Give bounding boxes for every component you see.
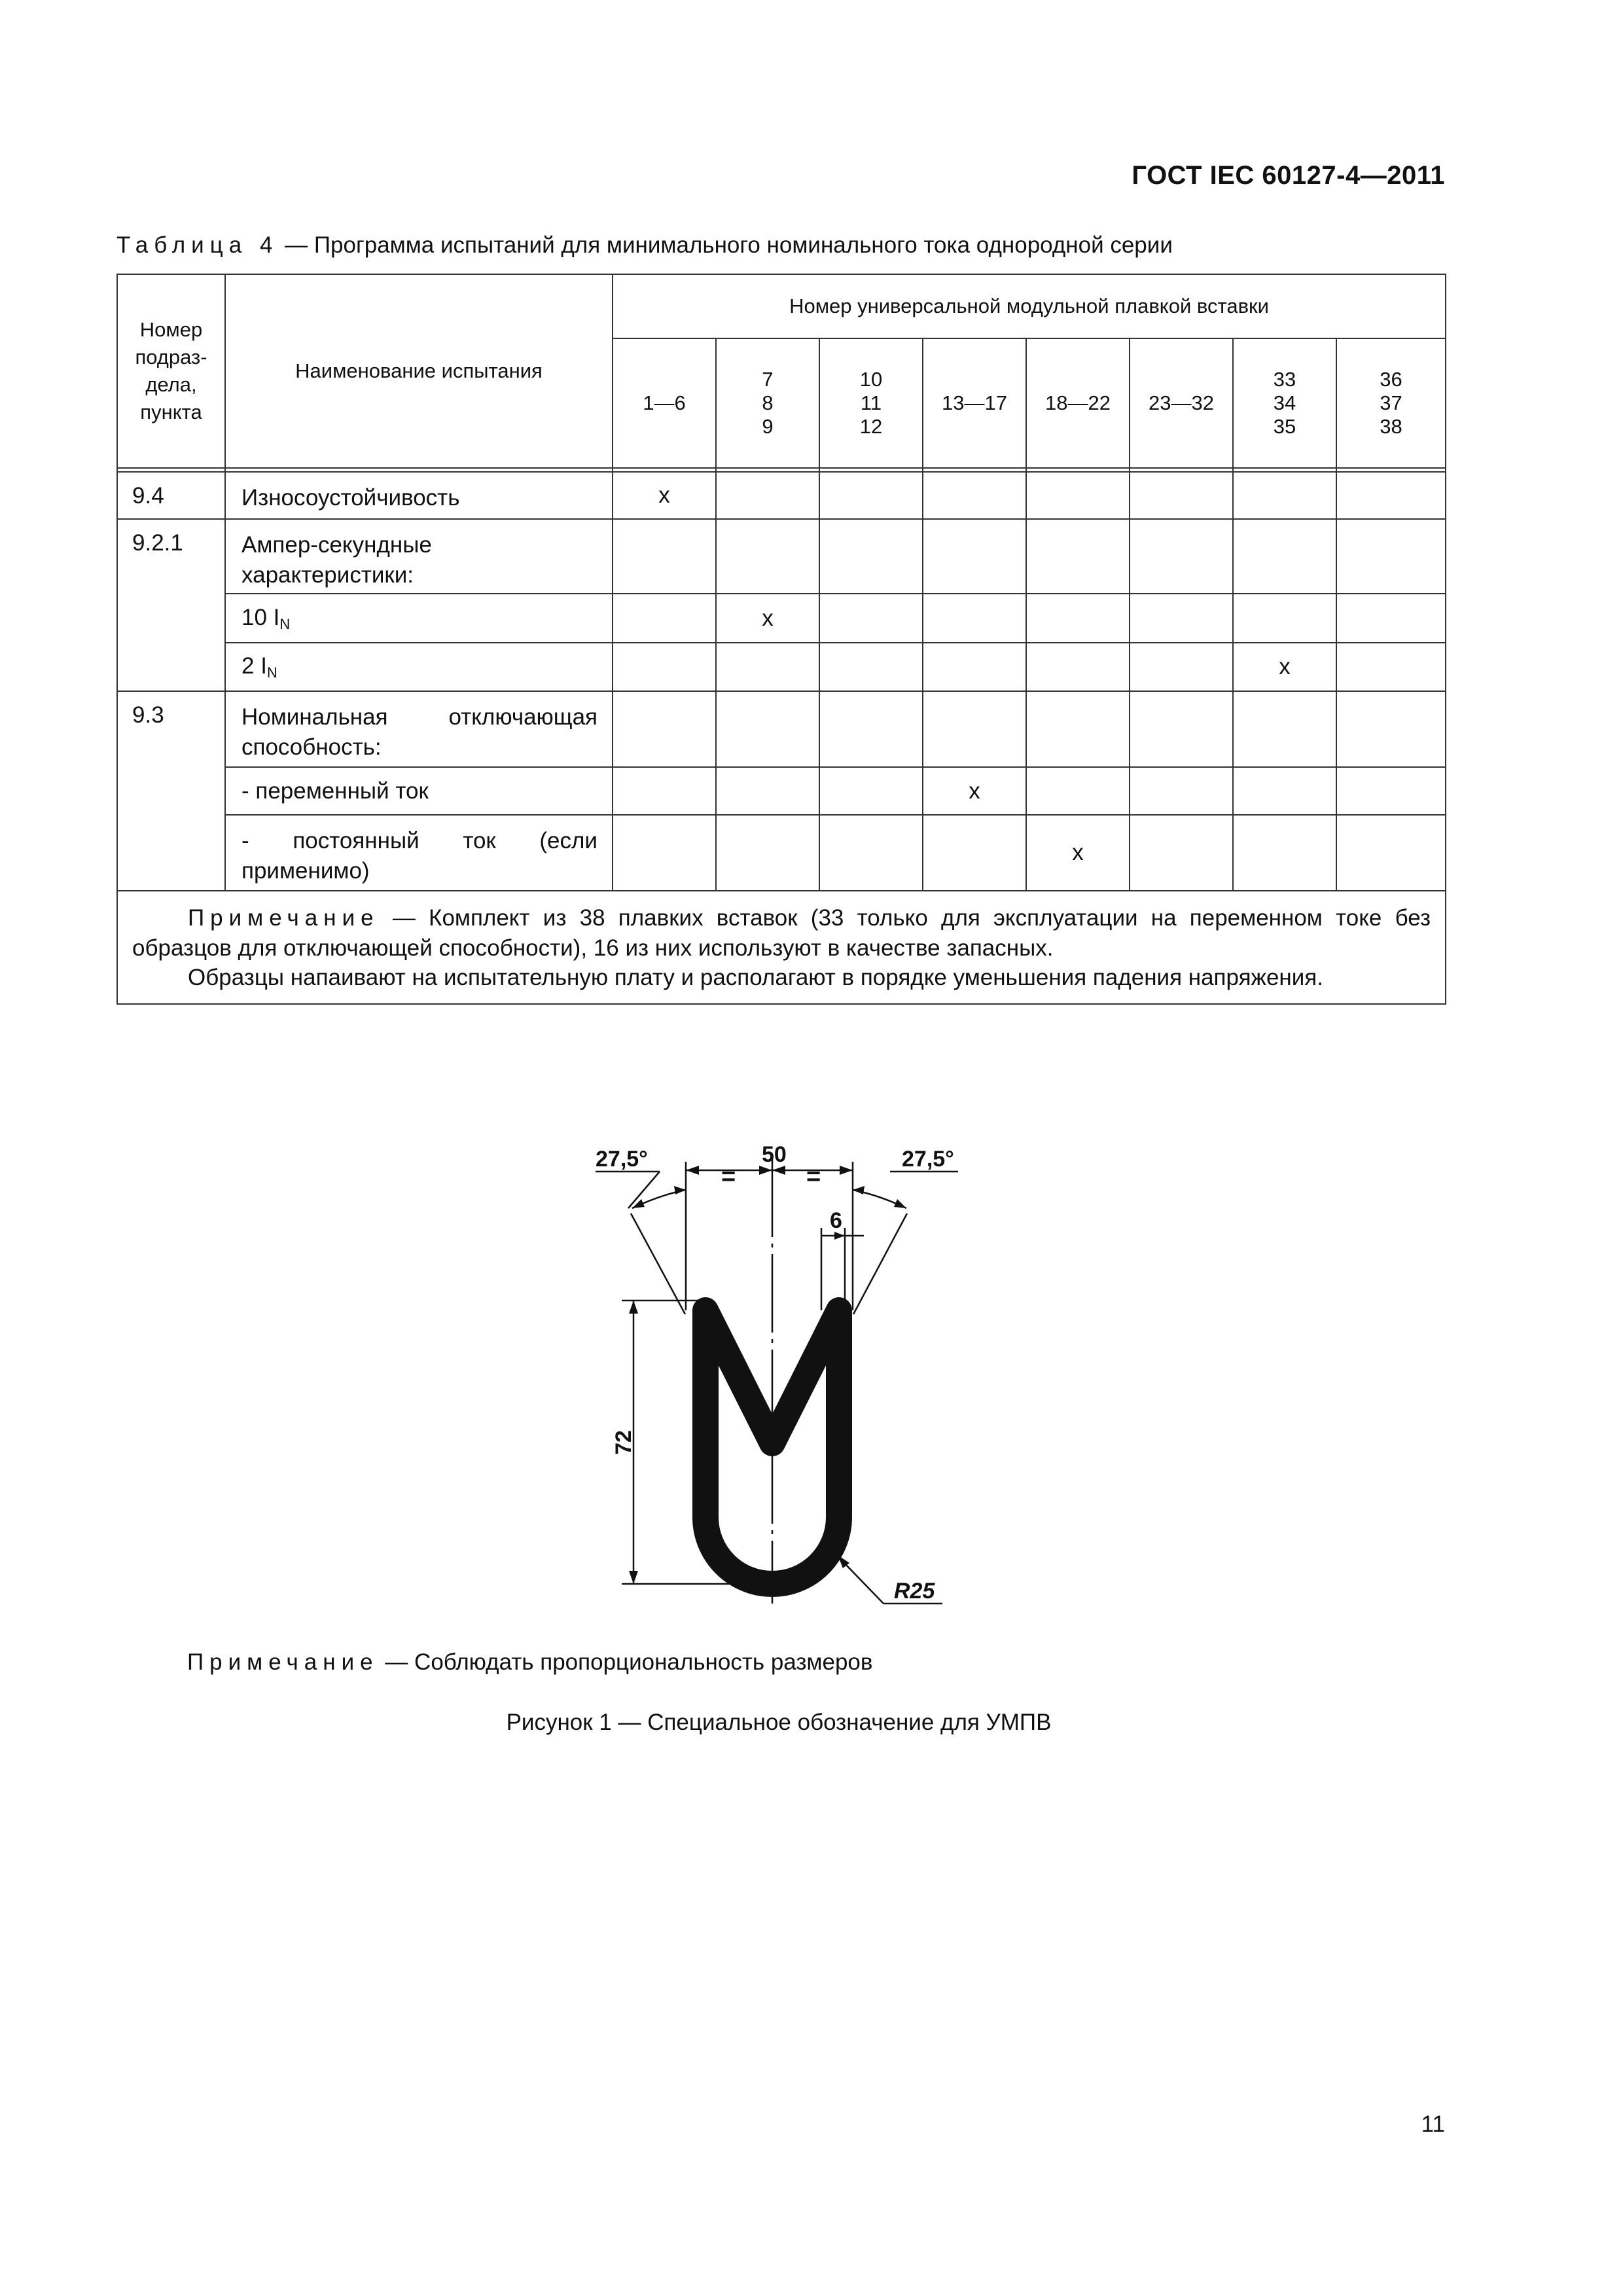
table-row <box>117 643 1446 691</box>
header-fuse-number-group: Номер универсальной модульной плавкой вставки <box>613 274 1446 338</box>
equal-mark-right: = <box>806 1163 821 1191</box>
header-col-5: 18—22 <box>1026 338 1130 468</box>
row-mark: x <box>613 472 716 519</box>
dim-angle-right-label: 27,5° <box>902 1147 954 1172</box>
table-note-row <box>117 891 1446 1004</box>
table-note-line2: Образцы напаивают на испытательную плату и располагают в порядке уменьшения падения напряжения. <box>188 965 1323 990</box>
table-caption <box>116 232 1173 259</box>
row-mark: x <box>716 594 819 643</box>
table-note-line1: — Комплект из 38 плавких вставок (33 только для эксплуатации на переменном токе без образцов для отключающей способности), 16 из них используют в качестве запасных. <box>132 905 1431 961</box>
header-col-2: 7 8 9 <box>716 338 819 468</box>
row-number: 9.2.1 <box>117 519 225 691</box>
row-mark: x <box>923 767 1026 815</box>
header-col-1: 1—6 <box>613 338 716 468</box>
row-test-name: - постоянный ток (если применимо) <box>225 815 613 891</box>
row-mark: x <box>1026 815 1130 891</box>
row-test-name: 10 $I_N$ <box>225 594 613 643</box>
table-row <box>117 594 1446 643</box>
table-note <box>117 891 1446 1004</box>
row-test-name: 2 $I_N$ <box>225 643 613 691</box>
dim-radius-label: R25 <box>894 1579 935 1604</box>
table-note-label: Примечание <box>188 905 380 931</box>
row-test-name: Ампер-секундные характеристики: <box>225 519 613 594</box>
table-row <box>117 815 1446 891</box>
dim-angle-left-label: 27,5° <box>596 1147 648 1172</box>
row-test-name: Износоустойчивость <box>225 472 613 519</box>
dim-stroke-label: 6 <box>830 1208 842 1233</box>
figure-note-text: — Соблюдать пропорциональность размеров <box>378 1649 873 1675</box>
header-col-7: 33 34 35 <box>1233 338 1336 468</box>
dim-height-label: 72 <box>611 1430 636 1455</box>
equal-mark-left: = <box>721 1163 736 1191</box>
dim-width-label: 50 <box>762 1142 787 1167</box>
row-mark: x <box>1233 643 1336 691</box>
document-standard-code: ГОСТ IEC 60127-4—2011 <box>1132 161 1445 190</box>
umpv-symbol-figure <box>576 1106 1034 1630</box>
figure-note <box>187 1649 872 1676</box>
table-row <box>117 472 1446 519</box>
test-program-table <box>116 274 1446 1005</box>
header-col-8: 36 37 38 <box>1336 338 1446 468</box>
table-row <box>117 519 1446 594</box>
figure-caption: Рисунок 1 — Специальное обозначение для УМПВ <box>506 1710 1052 1735</box>
row-number: 9.4 <box>117 472 225 519</box>
table-row <box>117 767 1446 815</box>
header-col-3: 10 11 12 <box>819 338 923 468</box>
table-caption-text: — Программа испытаний для минимального номинального тока однородной серии <box>278 232 1173 258</box>
table-caption-label: Таблица 4 <box>116 232 279 258</box>
header-col-6: 23—32 <box>1130 338 1233 468</box>
row-test-name: Номинальная отключающая способность: <box>225 691 613 767</box>
table-row <box>117 691 1446 767</box>
header-col-4: 13—17 <box>923 338 1026 468</box>
figure-note-label: Примечание <box>187 1649 379 1675</box>
row-number: 9.3 <box>117 691 225 891</box>
header-test-name: Наименование испытания <box>225 274 613 468</box>
header-subsection-number: Номер подраз-дела, пункта <box>117 274 225 468</box>
page-number: 11 <box>1421 2111 1445 2137</box>
row-test-name: - переменный ток <box>225 767 613 815</box>
